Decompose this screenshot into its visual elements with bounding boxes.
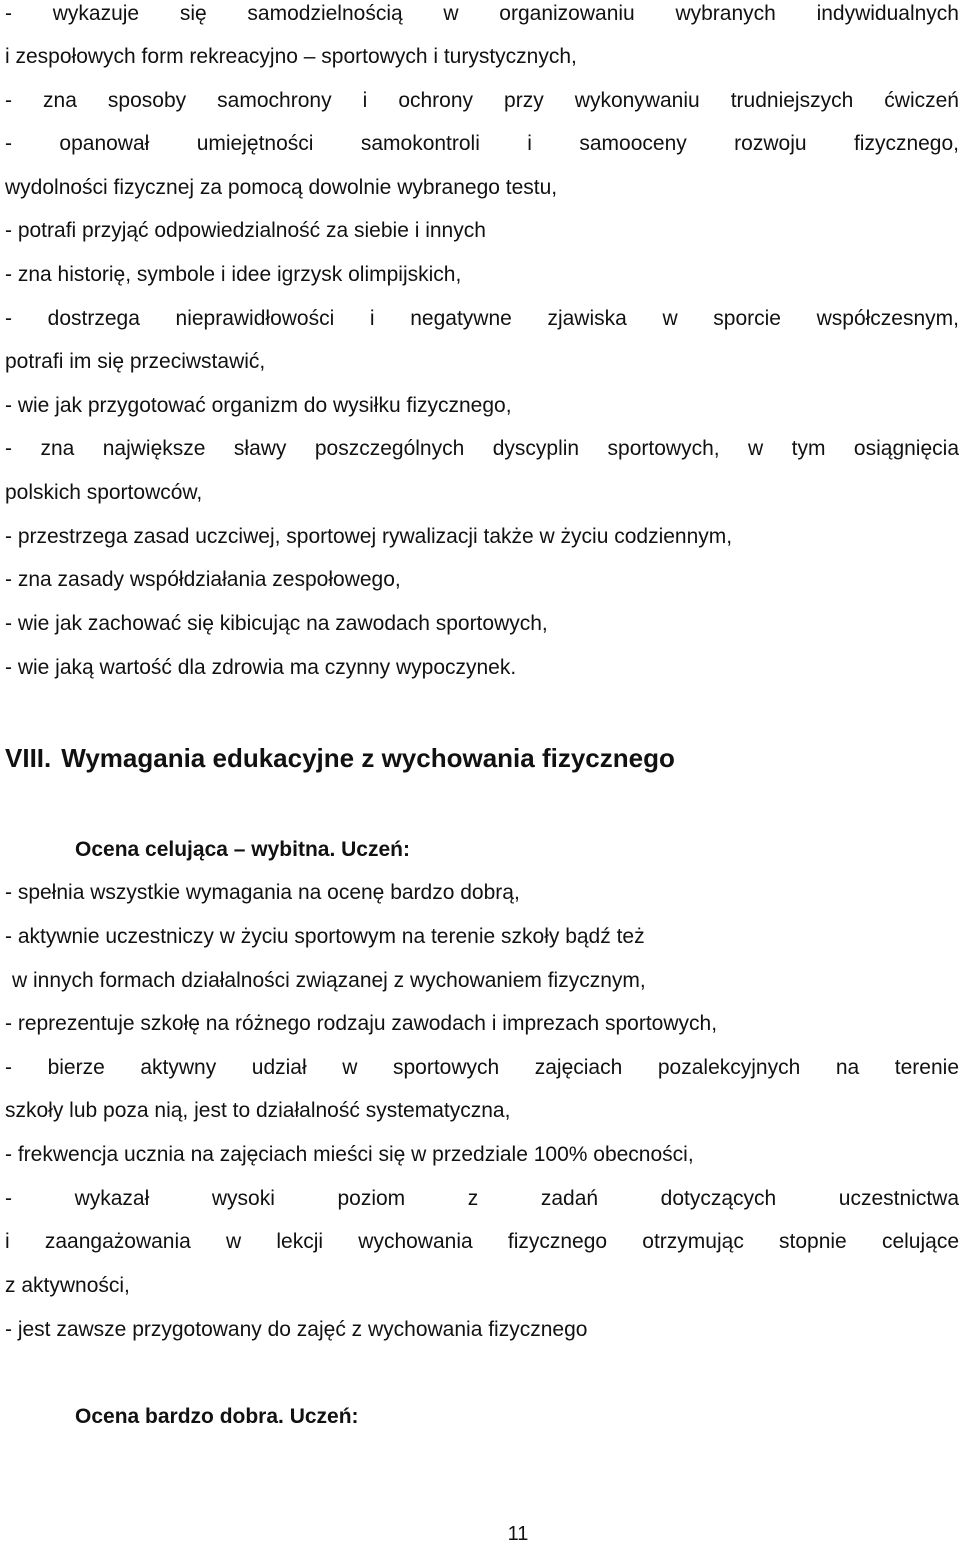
- section-title: Wymagania edukacyjne z wychowania fizycznego: [61, 743, 675, 773]
- text-line: - wie jaką wartość dla zdrowia ma czynny wypoczynek.: [5, 656, 517, 679]
- text-line: - spełnia wszystkie wymagania na ocenę bardzo dobrą,: [5, 881, 520, 904]
- text-line: polskich sportowców,: [5, 481, 203, 504]
- text-line: potrafi im się przeciwstawić,: [5, 350, 266, 373]
- text-line: - zna największe sławy poszczególnych dyscyplin sportowych, w tym osiągnięcia: [5, 437, 959, 460]
- text-line: - dostrzega nieprawidłowości i negatywne zjawiska w sporcie współczesnym,: [5, 307, 959, 330]
- text-line: wydolności fizycznej za pomocą dowolnie wybranego testu,: [5, 176, 558, 199]
- text-line: - opanował umiejętności samokontroli i samooceny rozwoju fizycznego,: [5, 132, 959, 155]
- section-number: VIII.: [5, 743, 52, 773]
- text-line: - reprezentuje szkołę na różnego rodzaju zawodach i imprezach sportowych,: [5, 1012, 718, 1035]
- text-line: szkoły lub poza nią, jest to działalność systematyczna,: [5, 1099, 511, 1122]
- text-line: - wie jak przygotować organizm do wysiłku fizycznego,: [5, 394, 512, 417]
- text-line: z aktywności,: [5, 1274, 130, 1297]
- text-line: i zaangażowania w lekcji wychowania fizycznego otrzymując stopnie celujące: [5, 1230, 959, 1253]
- text-line: - wykazuje się samodzielnością w organizowaniu wybranych indywidualnych: [5, 2, 959, 25]
- text-line: - frekwencja ucznia na zajęciach mieści się w przedziale 100% obecności,: [5, 1143, 694, 1166]
- text-line: - wykazał wysoki poziom z zadań dotyczących uczestnictwa: [5, 1187, 959, 1210]
- text-line: - przestrzega zasad uczciwej, sportowej rywalizacji także w życiu codziennym,: [5, 525, 733, 548]
- section-heading: [5, 742, 675, 774]
- text-line: - wie jak zachować się kibicując na zawodach sportowych,: [5, 612, 548, 635]
- text-line: - jest zawsze przygotowany do zajęć z wychowania fizycznego: [5, 1318, 588, 1341]
- text-line: i zespołowych form rekreacyjno – sportowych i turystycznych,: [5, 45, 577, 68]
- grade-heading-excellent: Ocena celująca – wybitna. Uczeń:: [75, 838, 410, 861]
- text-line: - potrafi przyjąć odpowiedzialność za siebie i innych: [5, 219, 486, 242]
- text-line: - zna zasady współdziałania zespołowego,: [5, 568, 401, 591]
- text-line: - zna sposoby samochrony i ochrony przy wykonywaniu trudniejszych ćwiczeń: [5, 89, 959, 112]
- page-number: 11: [507, 1523, 529, 1545]
- grade-heading-very-good: Ocena bardzo dobra. Uczeń:: [75, 1405, 359, 1428]
- text-line: - aktywnie uczestniczy w życiu sportowym na terenie szkoły bądź też: [5, 925, 645, 948]
- text-line: - zna historię, symbole i idee igrzysk olimpijskich,: [5, 263, 462, 286]
- text-line: - bierze aktywny udział w sportowych zajęciach pozalekcyjnych na terenie: [5, 1056, 959, 1079]
- text-line: w innych formach działalności związanej z wychowaniem fizycznym,: [12, 969, 646, 992]
